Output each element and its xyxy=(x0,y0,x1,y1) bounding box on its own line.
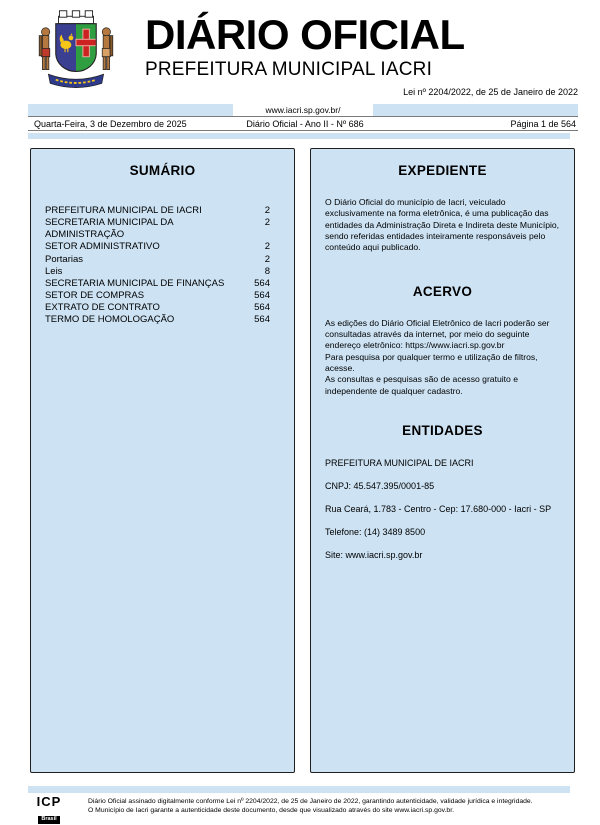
toc-label: SETOR ADMINISTRATIVO xyxy=(45,241,160,253)
page-title: DIÁRIO OFICIAL xyxy=(145,11,465,58)
entidades-list xyxy=(325,458,560,560)
entity-cnpj: CNPJ: 45.547.395/0001-85 xyxy=(325,481,435,492)
toc-item xyxy=(45,278,280,290)
divider-bar xyxy=(28,133,570,139)
acervo-line: As consultas e pesquisas são de acesso gratuito e independente de qualquer cadastro. xyxy=(325,374,518,396)
summary-heading: SUMÁRIO xyxy=(129,163,196,178)
expediente-heading: EXPEDIENTE xyxy=(398,163,487,178)
municipal-coat-of-arms-icon xyxy=(30,8,122,100)
toc-label: TERMO DE HOMOLOGAÇÃO xyxy=(45,314,175,326)
toc-label: SECRETARIA MUNICIPAL DA ADMINISTRAÇÃO xyxy=(45,217,174,241)
acervo-text xyxy=(325,318,560,397)
banner-ribbon-icon xyxy=(48,74,103,87)
edition-number: Diário Oficial - Ano II - Nº 686 xyxy=(246,118,364,129)
website-url: www.iacri.sp.gov.br/ xyxy=(233,104,373,116)
icp-brasil-badge: Brasil xyxy=(38,816,59,824)
content-columns xyxy=(30,148,575,773)
toc-item xyxy=(45,290,280,302)
footer xyxy=(22,795,570,825)
law-reference: Lei nº 2204/2022, de 25 de Janeiro de 2022 xyxy=(403,87,578,97)
signature-notice xyxy=(88,795,533,815)
right-supporter-figure xyxy=(102,28,113,70)
toc-page: 8 xyxy=(264,265,270,277)
entidades-heading: ENTIDADES xyxy=(402,423,483,439)
expediente-text: O Diário Oficial do município de Iacri, veiculado exclusivamente na forma eletrônica, é uma publicação das entidades da Administração Direta e Indireta deste Município, sendo referidas entidades inteiramente responsáveis pelo conteúdo aqui publicado. xyxy=(325,197,560,253)
toc-page: 564 xyxy=(254,314,270,326)
toc-page: 2 xyxy=(264,217,270,229)
entity-name: PREFEITURA MUNICIPAL DE IACRI xyxy=(325,458,474,469)
issue-date: Quarta-Feira, 3 de Dezembro de 2025 xyxy=(34,118,187,129)
toc-page: 564 xyxy=(254,302,270,314)
acervo-line: Para pesquisa por qualquer termo e utilização de filtros, acesse. xyxy=(325,351,538,374)
footer-divider-bar xyxy=(28,786,570,793)
toc-label: SETOR DE COMPRAS xyxy=(45,290,145,302)
info-bar-meta-row xyxy=(28,116,578,131)
toc-label: PREFEITURA MUNICIPAL DE IACRI xyxy=(45,205,202,216)
toc-page: 2 xyxy=(264,241,270,253)
entity-site: Site: www.iacri.sp.gov.br xyxy=(325,550,423,561)
entity-phone: Telefone: (14) 3489 8500 xyxy=(325,527,426,538)
toc-label: Portarias xyxy=(45,253,84,265)
toc-label: SECRETARIA MUNICIPAL DE FINANÇAS xyxy=(45,277,225,289)
shield-icon xyxy=(56,24,96,75)
toc-item xyxy=(45,314,280,326)
acervo-line: As edições do Diário Oficial Eletrônico de Iacri poderão ser consultadas através da internet, por meio do seguinte endereço eletrônico: https://www.iacri.sp.gov.br xyxy=(325,317,550,351)
entity-address: Rua Ceará, 1.783 - Centro - Cep: 17.680-000 - Iacri - SP xyxy=(325,504,552,515)
info-bar-url-row xyxy=(28,104,578,116)
crown-icon xyxy=(59,11,94,24)
signature-line-1: Diário Oficial assinado digitalmente conforme Lei nº 2204/2022, de 25 de Janeiro de 2022, garantindo autenticidade, validade jurídica e integridade. xyxy=(88,798,533,805)
left-supporter-figure xyxy=(39,28,50,70)
page-indicator: Página 1 de 564 xyxy=(510,118,577,129)
toc-item xyxy=(45,217,280,241)
masthead-box xyxy=(310,148,575,773)
toc-item xyxy=(45,254,280,266)
info-bar-left-fill xyxy=(28,104,233,116)
page-subtitle: PREFEITURA MUNICIPAL IACRI xyxy=(145,59,433,80)
toc-page: 2 xyxy=(264,205,270,216)
signature-line-2: O Município de Iacri garante a autenticidade deste documento, desde que visualizado através do site www.iacri.sp.gov.br. xyxy=(88,807,454,815)
info-bar-right-fill xyxy=(373,104,578,116)
info-bar xyxy=(28,104,578,131)
toc-item xyxy=(45,266,280,278)
toc-page: 564 xyxy=(254,277,270,289)
icp-logo-text: ICP xyxy=(36,794,62,809)
toc-page: 564 xyxy=(254,290,270,302)
toc-item xyxy=(45,241,280,253)
toc-item xyxy=(45,205,280,217)
toc-label: Leis xyxy=(45,265,63,277)
header xyxy=(0,0,600,104)
toc-item xyxy=(45,302,280,314)
title-block xyxy=(145,11,465,81)
acervo-heading: ACERVO xyxy=(412,283,473,299)
toc-page: 2 xyxy=(264,253,270,265)
toc-label: EXTRATO DE CONTRATO xyxy=(45,302,160,314)
summary-box xyxy=(30,148,295,773)
icp-brasil-logo xyxy=(22,795,76,825)
table-of-contents xyxy=(45,205,280,327)
